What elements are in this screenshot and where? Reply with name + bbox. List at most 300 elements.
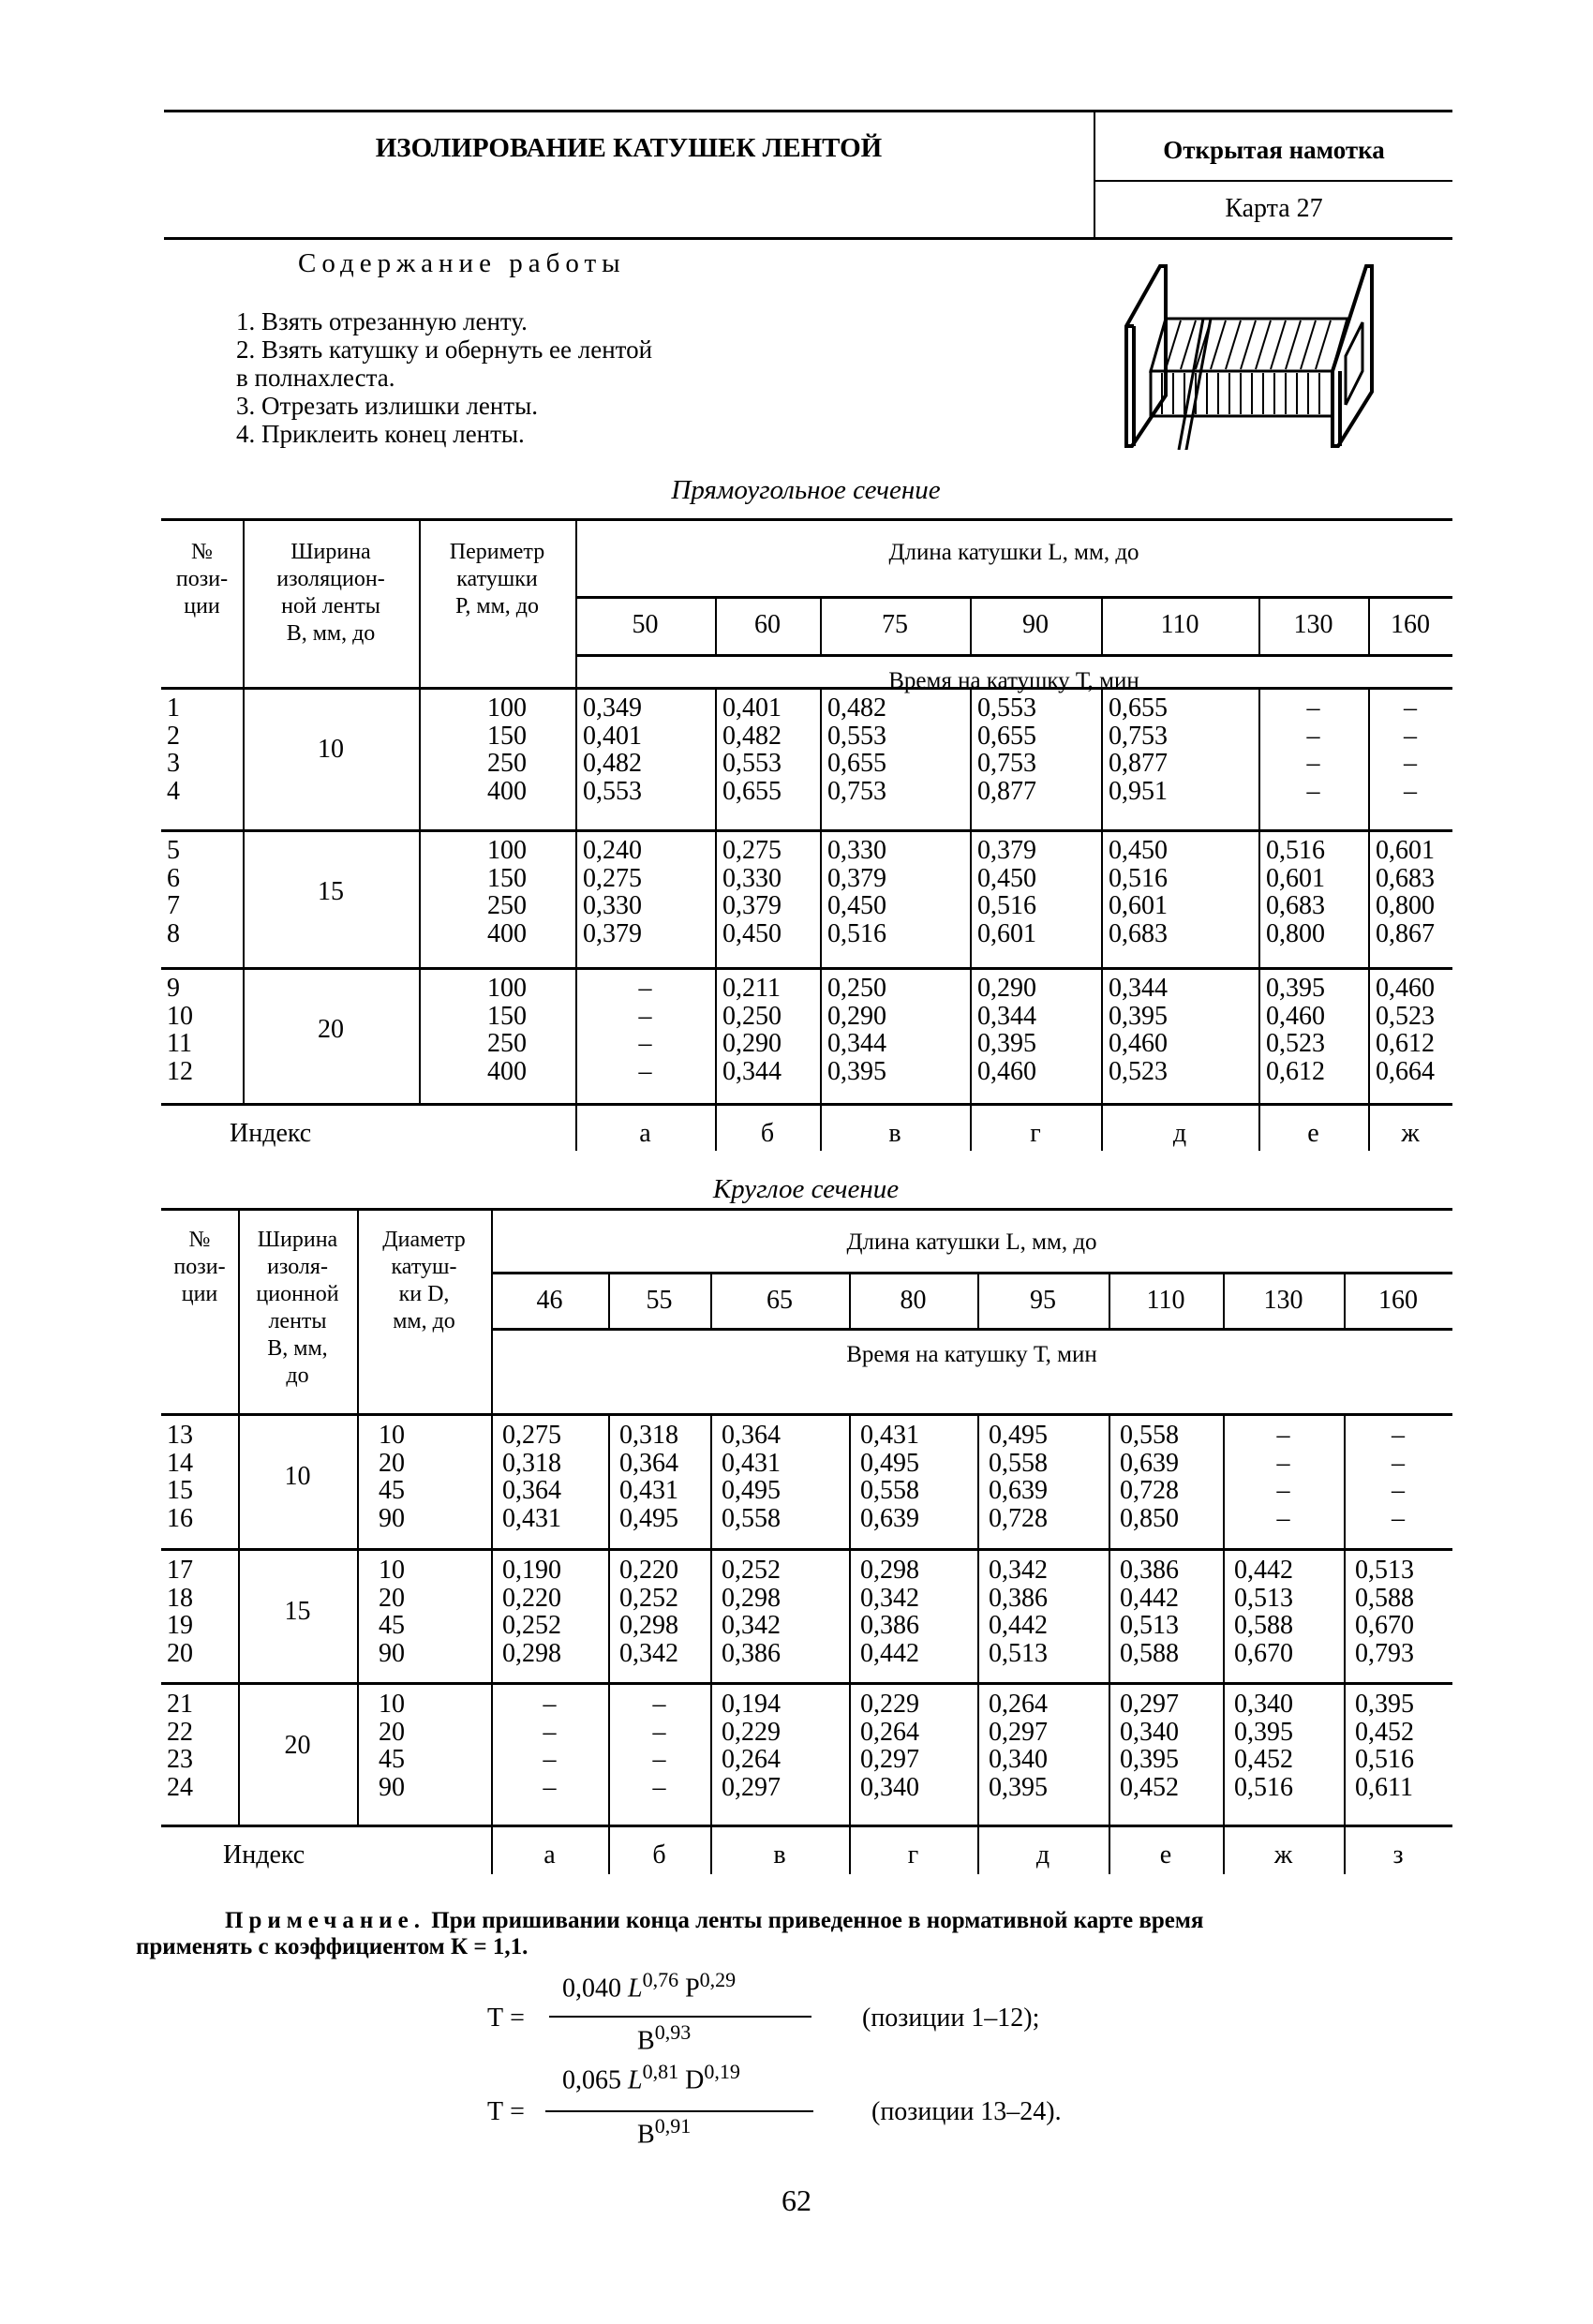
param-value: 90 [379,1638,405,1668]
time-value: 0,330 [827,836,886,865]
header-tape-width-line: ной ленты [281,594,380,618]
time-column [722,694,820,805]
formula-scope: (позиции 13–24). [871,2097,1062,2126]
param-value: 150 [487,721,527,751]
time-value: 0,386 [989,1583,1048,1613]
position-number: 6 [167,863,180,893]
time-column [1234,1691,1344,1801]
time-value: 0,395 [1355,1690,1414,1719]
header-position-line: пози- [175,567,229,591]
param-value: 10 [379,1421,405,1450]
time-value: 0,516 [1109,863,1168,893]
formula-lhs: Т = [487,2004,525,2033]
time-value: 0,340 [989,1745,1048,1774]
fraction-bar [549,2016,811,2018]
header-right-rule [1094,180,1452,182]
time-value: 0,639 [860,1503,919,1533]
time-value: 0,800 [1266,918,1325,948]
time-value: 0,386 [722,1638,781,1668]
time-value: – [638,1029,652,1058]
time-value: 0,290 [827,1001,886,1031]
param-value: 400 [487,776,527,806]
table-rect-caption: Прямоугольное сечение [671,475,941,505]
time-value: 0,318 [502,1448,561,1478]
header-tape-width-line: ционной [256,1282,339,1306]
time-value: 0,318 [619,1421,678,1450]
note-line-1 [225,1908,1203,1934]
time-value: 0,395 [989,1772,1048,1802]
position-number: 17 [167,1556,193,1585]
time-value: 0,379 [722,891,782,920]
time-value: 0,386 [860,1611,919,1640]
time-value: – [638,1056,652,1086]
time-column [619,1422,710,1532]
time-value: 0,349 [583,693,642,723]
position-number: 3 [167,749,180,778]
time-value: 0,670 [1355,1611,1414,1640]
time-column [827,975,970,1085]
time-value: 0,612 [1266,1056,1325,1086]
tape-width-value: 15 [284,1597,311,1626]
time-column [1368,694,1452,805]
time-value: 0,252 [619,1583,678,1613]
tape-width-value: 10 [318,735,344,764]
time-column [583,837,715,947]
index-letter: е [1307,1119,1319,1148]
time-column [989,1691,1109,1801]
time-value: 0,588 [1234,1611,1293,1640]
header-tape-width-line: Ширина [257,1228,338,1252]
time-value: 0,553 [583,776,642,806]
time-value: 0,431 [619,1476,678,1505]
time-value: 0,588 [1120,1638,1179,1668]
time-value: 0,601 [1376,836,1435,865]
header-length: Длина катушки L, мм, до [846,1229,1097,1255]
time-value: 0,753 [977,749,1036,778]
table-column-rule [970,687,972,1151]
time-value: 0,297 [989,1717,1048,1747]
time-value: 0,290 [722,1029,782,1058]
time-value: 0,655 [827,749,886,778]
position-number: 8 [167,918,180,948]
time-column [1223,1422,1344,1532]
time-value: 0,298 [722,1583,781,1613]
time-value: 0,379 [827,863,886,893]
length-header-cell: 160 [1391,610,1430,639]
time-value: 0,442 [989,1611,1048,1640]
table-rule [575,654,1452,657]
time-column [575,975,715,1085]
time-value: 0,450 [722,918,782,948]
time-value: 0,297 [722,1772,781,1802]
index-letter: в [888,1119,901,1148]
length-header-cell: 55 [646,1286,673,1315]
time-column [860,1422,977,1532]
time-value: – [1276,1503,1290,1533]
header-time: Время на катушку Т, мин [888,668,1139,693]
param-column [419,694,527,805]
index-letter: б [652,1840,666,1870]
time-value: 0,728 [1120,1476,1179,1505]
table-rule [491,1272,1452,1274]
header-param-line: мм, до [393,1309,455,1333]
time-column [502,1422,608,1532]
time-value: 0,553 [977,693,1036,723]
time-value: 0,298 [619,1611,678,1640]
time-column [1120,1691,1223,1801]
time-value: – [1392,1503,1405,1533]
time-value: 0,683 [1266,891,1325,920]
time-value: – [1306,749,1320,778]
index-letter: д [1172,1119,1187,1148]
time-value: – [1276,1421,1290,1450]
work-step: в полнахлеста. [236,364,395,392]
time-value: – [652,1772,666,1802]
index-letter: а [543,1840,556,1870]
table-rule [161,1682,1452,1685]
time-value: 0,664 [1376,1056,1435,1086]
time-value: 0,553 [827,721,886,751]
time-value: 0,655 [722,776,782,806]
time-column [1266,837,1368,947]
header-param [357,1227,491,1335]
time-column [1355,1557,1452,1667]
work-step: 3. Отрезать излишки ленты. [236,392,538,420]
time-value: 0,800 [1376,891,1435,920]
time-value: 0,395 [1266,974,1325,1003]
position-column [161,1422,244,1532]
note-label: Примечание. [225,1908,426,1933]
position-number: 15 [167,1476,193,1505]
time-value: 0,482 [722,721,782,751]
time-value: 0,460 [977,1056,1036,1086]
time-column [722,837,820,947]
index-letter: ж [1273,1840,1293,1870]
param-value: 45 [379,1745,405,1774]
time-value: 0,460 [1266,1001,1325,1031]
time-value: 0,611 [1355,1772,1413,1802]
header-param-line: Диаметр [382,1228,466,1252]
time-value: – [652,1717,666,1747]
winding-type: Открытая намотка [1163,136,1385,164]
header-param-line: ки D, [398,1282,450,1306]
time-value: – [1392,1421,1405,1450]
time-value: 0,588 [1355,1583,1414,1613]
time-value: 0,523 [1266,1029,1325,1058]
position-column [161,1691,244,1801]
time-column [502,1557,608,1667]
time-column [491,1691,608,1801]
time-value: 0,523 [1376,1001,1435,1031]
index-label: Индекс [230,1119,312,1148]
param-column [357,1557,405,1667]
time-value: 0,290 [977,974,1036,1003]
table-column-rule [1109,1413,1110,1874]
length-header-cell: 95 [1030,1286,1056,1315]
header-position-line: № [191,540,213,564]
index-letter: д [1035,1840,1050,1870]
table-rule [161,1208,1452,1211]
time-value: 0,340 [1234,1690,1293,1719]
time-value: 0,275 [502,1421,561,1450]
time-value: – [652,1690,666,1719]
time-value: 0,250 [722,1001,782,1031]
table-column-rule [849,1413,851,1874]
length-header-cell: 130 [1293,610,1333,639]
position-number: 9 [167,974,180,1003]
position-number: 1 [167,693,180,723]
time-column [1258,694,1368,805]
time-column [1266,975,1368,1085]
tape-width-value: 15 [318,877,344,906]
position-column [161,837,248,947]
position-number: 22 [167,1717,193,1747]
header-param-line: Р, мм, до [455,594,539,618]
time-value: 0,344 [1109,974,1168,1003]
time-value: – [1306,776,1320,806]
index-letter: г [1030,1119,1041,1148]
index-letter: б [760,1119,775,1148]
time-value: 0,386 [1120,1556,1179,1585]
work-step: 4. Приклеить конец ленты. [236,420,525,448]
time-value: 0,450 [1109,836,1168,865]
header-tape-width-line: до [286,1363,309,1388]
time-value: 0,452 [1355,1717,1414,1747]
position-number: 20 [167,1638,193,1668]
table-round-caption: Круглое сечение [712,1174,900,1204]
time-value: 0,275 [583,863,642,893]
time-column [1376,975,1452,1085]
header-position [161,539,243,620]
time-value: – [638,974,652,1003]
position-number: 21 [167,1690,193,1719]
time-column [1109,975,1258,1085]
time-value: 0,442 [1234,1556,1293,1585]
time-column [722,1557,849,1667]
time-value: 0,683 [1376,863,1435,893]
time-value: 0,513 [989,1638,1048,1668]
length-header-cell: 80 [900,1286,927,1315]
time-value: 0,194 [722,1690,781,1719]
param-column [357,1691,405,1801]
formula-numerator: 0,065 L$^{0,81}$ D$^{0,19}$ [562,2060,740,2095]
tape-width-value: 20 [318,1015,344,1044]
time-value: 0,513 [1234,1583,1293,1613]
time-value: 0,379 [583,918,642,948]
time-value: 0,558 [1120,1421,1179,1450]
time-value: 0,450 [977,863,1036,893]
header-position-line: ции [184,594,220,618]
tape-width-value: 20 [284,1731,311,1760]
position-number: 13 [167,1421,193,1450]
time-value: – [1392,1476,1405,1505]
param-value: 400 [487,918,527,948]
time-value: 0,558 [860,1476,919,1505]
position-column [161,975,248,1085]
time-value: – [543,1690,557,1719]
table-rule [161,518,1452,521]
param-column [419,837,527,947]
param-value: 45 [379,1611,405,1640]
time-value: 0,523 [1109,1056,1168,1086]
time-column [1120,1422,1223,1532]
index-letter: е [1159,1840,1172,1870]
table-rule [575,596,1452,599]
time-value: 0,401 [583,721,642,751]
tape-width-value: 10 [284,1462,311,1491]
time-value: 0,330 [722,863,782,893]
position-number: 16 [167,1503,193,1533]
time-value: – [543,1745,557,1774]
param-value: 20 [379,1448,405,1478]
card-number: Карта 27 [1225,194,1323,223]
time-value: 0,753 [827,776,886,806]
time-value: 0,364 [722,1421,781,1450]
time-value: 0,342 [619,1638,678,1668]
table-column-rule [820,687,822,1151]
time-column [1376,837,1452,947]
time-value: 0,297 [1120,1690,1179,1719]
param-column [357,1422,405,1532]
length-header-cell: 130 [1263,1286,1303,1315]
time-column [619,1557,710,1667]
time-value: 0,495 [860,1448,919,1478]
time-value: – [652,1745,666,1774]
time-value: 0,229 [722,1717,781,1747]
time-value: 0,601 [977,918,1036,948]
time-value: – [1276,1448,1290,1478]
param-value: 100 [487,974,527,1003]
index-letter: ж [1401,1119,1420,1148]
formula-numerator: 0,040 L$^{0,76}$ Р$^{0,29}$ [562,1968,737,2004]
time-value: – [1276,1476,1290,1505]
time-value: 0,275 [722,836,782,865]
time-value: 0,264 [860,1717,919,1747]
header-param-line: катуш- [391,1255,457,1279]
time-value: 0,612 [1376,1029,1435,1058]
time-value: 0,364 [502,1476,561,1505]
position-number: 10 [167,1001,193,1031]
table-column-rule [1101,687,1103,1151]
time-value: 0,450 [827,891,886,920]
time-value: 0,298 [860,1556,919,1585]
time-column [722,975,820,1085]
time-column [827,694,970,805]
time-value: 0,395 [1234,1717,1293,1747]
time-value: 0,395 [1109,1001,1168,1031]
time-value: 0,728 [989,1503,1048,1533]
table-column-rule [710,1413,712,1874]
table-column-rule [977,1413,979,1874]
position-number: 18 [167,1583,193,1613]
time-column [1109,837,1258,947]
position-number: 5 [167,836,180,865]
header-tape-width-line: В, мм, до [286,621,376,646]
table-column-rule [608,1413,610,1874]
time-value: 0,516 [1266,836,1325,865]
param-value: 100 [487,693,527,723]
time-value: – [1306,693,1320,723]
time-value: 0,877 [977,776,1036,806]
header-tape-width-line: изоля- [267,1255,328,1279]
time-value: 0,683 [1109,918,1168,948]
note-text: При пришивании конца ленты приведенное в нормативной карте время [431,1908,1204,1933]
time-column [1234,1557,1344,1667]
header-position-line: ции [181,1282,218,1306]
time-value: 0,495 [722,1476,781,1505]
time-value: 0,639 [989,1476,1048,1505]
time-value: 0,340 [1120,1717,1179,1747]
time-column [977,837,1101,947]
header-tape-width-line: В, мм, [267,1336,328,1361]
position-column [161,1557,244,1667]
length-header-cell: 50 [632,610,659,639]
param-value: 250 [487,891,527,920]
time-value: 0,442 [860,1638,919,1668]
time-value: 0,211 [722,974,781,1003]
time-value: 0,867 [1376,918,1435,948]
time-value: 0,297 [860,1745,919,1774]
time-column [989,1422,1109,1532]
work-step: 1. Взять отрезанную ленту. [236,307,528,335]
length-header-cell: 60 [754,610,781,639]
time-value: 0,516 [1355,1745,1414,1774]
length-header-cell: 160 [1378,1286,1418,1315]
time-value: 0,951 [1109,776,1168,806]
time-value: 0,516 [827,918,886,948]
position-number: 2 [167,721,180,751]
length-header-cell: 46 [536,1286,563,1315]
time-value: 0,190 [502,1556,561,1585]
time-value: 0,431 [502,1503,561,1533]
param-column [419,975,527,1085]
time-value: – [1404,776,1417,806]
coil-wrapping-icon [1124,262,1443,450]
position-number: 11 [167,1029,192,1058]
time-value: – [1404,749,1417,778]
formula-denominator: В$^{0,93}$ [637,2020,692,2056]
table-rule [161,1825,1452,1827]
time-value: 0,452 [1120,1772,1179,1802]
work-steps [236,307,652,448]
time-column [608,1691,710,1801]
length-header-cell: 75 [882,610,908,639]
time-value: 0,460 [1109,1029,1168,1058]
time-value: 0,252 [722,1556,781,1585]
param-value: 400 [487,1056,527,1086]
header-tape-width-line: ленты [268,1309,327,1333]
page-title: ИЗОЛИРОВАНИЕ КАТУШЕК ЛЕНТОЙ [375,133,883,163]
header-position [161,1227,238,1308]
header-param-line: Периметр [449,540,545,564]
formula-2 [487,2052,1068,2155]
time-value: – [1404,693,1417,723]
header-position-line: пози- [173,1255,226,1279]
time-value: 0,553 [722,749,782,778]
time-value: 0,442 [1120,1583,1179,1613]
time-column [977,975,1101,1085]
time-column [583,694,715,805]
time-value: 0,342 [989,1556,1048,1585]
time-value: 0,342 [722,1611,781,1640]
time-value: 0,431 [860,1421,919,1450]
param-value: 10 [379,1556,405,1585]
time-value: 0,495 [989,1421,1048,1450]
time-value: 0,877 [1109,749,1168,778]
time-column [860,1557,977,1667]
time-value: 0,395 [1120,1745,1179,1774]
time-value: 0,513 [1120,1611,1179,1640]
